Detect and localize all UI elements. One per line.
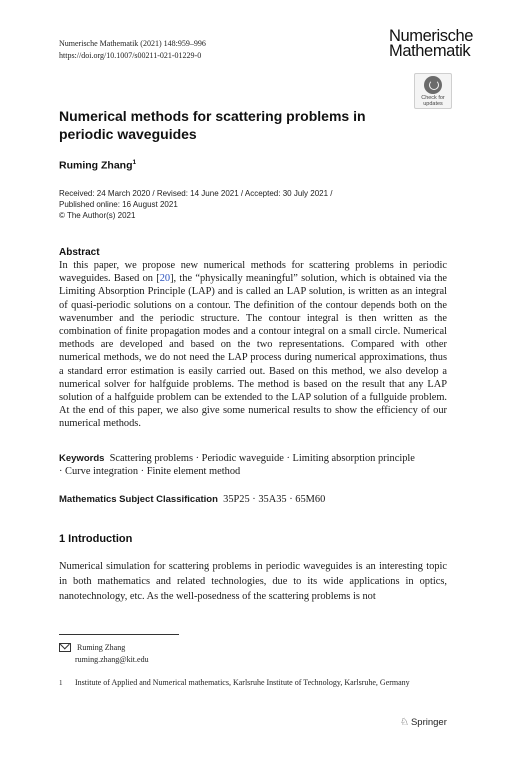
dates-line-2: Published online: 16 August 2021 — [59, 200, 178, 209]
article-title: Numerical methods for scattering problems in periodic waveguides — [59, 108, 366, 142]
abstract-text-1: In this paper, we propose new numerical methods for scattering problems in periodic waveguides. Based on [ — [59, 260, 447, 285]
author — [59, 159, 136, 172]
check-updates-label-2: updates — [423, 101, 443, 107]
citation-link[interactable]: 20 — [159, 273, 171, 285]
journal-logo-line2: Mathematik — [388, 42, 471, 60]
publisher-logo — [400, 717, 447, 728]
corresponding-author — [59, 642, 149, 666]
journal-logo — [389, 29, 473, 59]
contact-email[interactable]: ruming.zhang@kit.edu — [75, 655, 149, 664]
section-heading-introduction: 1 Introduction — [59, 533, 133, 545]
author-name: Ruming Zhang — [59, 159, 133, 172]
publisher-name: Springer — [410, 717, 447, 728]
check-updates-label-1: Check for — [421, 95, 445, 101]
journal-citation: Numerische Mathematik (2021) 148:959–996 — [59, 39, 206, 48]
check-updates-icon — [424, 76, 442, 94]
msc-classification — [59, 494, 325, 505]
abstract-heading: Abstract — [59, 247, 100, 258]
keywords-label: Keywords — [59, 453, 105, 464]
dates-line-1: Received: 24 March 2020 / Revised: 14 June 2021 / Accepted: 30 July 2021 / — [59, 189, 333, 198]
affiliation-text: Institute of Applied and Numerical mathematics, Karlsruhe Institute of Technology, Karlsruhe, Germany — [75, 678, 410, 687]
doi-link[interactable]: https://doi.org/10.1007/s00211-021-01229-0 — [59, 51, 202, 60]
msc-codes: 35P25 · 35A35 · 65M60 — [223, 494, 326, 505]
keywords-list: Scattering problems · Periodic waveguide · Limiting absorption principle · Curve integration · Finite element method — [59, 453, 415, 478]
envelope-icon — [59, 643, 71, 652]
msc-label: Mathematics Subject Classification — [59, 494, 218, 505]
journal-meta — [59, 38, 206, 62]
publication-dates — [59, 188, 333, 221]
copyright: © The Author(s) 2021 — [59, 211, 136, 220]
abstract-body — [59, 259, 447, 431]
author-affiliation-marker: 1 — [132, 159, 137, 166]
springer-horse-icon: ♘ — [400, 717, 409, 728]
check-for-updates-button[interactable] — [414, 73, 452, 109]
affiliation-number: 1 — [59, 679, 63, 687]
keywords — [59, 452, 419, 478]
footnote-divider — [59, 634, 179, 635]
journal-logo-line1: Numerische — [388, 27, 473, 45]
affiliation-footnote — [59, 677, 439, 689]
contact-name: Ruming Zhang — [77, 643, 126, 652]
introduction-body: Numerical simulation for scattering problems in periodic waveguides is an interesting topic in both mathematics and related technologies, due to its wide applications in optics, nanotechnology, etc. As the well-posedness of the scattering problems is not — [59, 561, 447, 602]
abstract-text-2: ], the “physically meaningful” solution, which is obtained via the Limiting Absorption Principle (LAP) and is called an LAP solution, is written as an integral of quasi-periodic solutions on a contour. The definition of the contour depends both on the wavenumber and the periodic structure. The contour integral is then written as the combination of finite propagation modes and a contour integral on a small circle. Numerical methods are developed and based on the two representations. Compared with other numerical methods, we do not need the LAP process during numerical approximations, thus a standard error estimation is easily carried out. Based on this method, we also develop a numerical solver for halfguide problems. The method is based on the result that any LAP solution of a halfguide problem can be extended to the LAP solution of a fullguide problem. At the end of this paper, we also give some numerical results to show the efficiency of our numerical methods. — [59, 273, 448, 430]
